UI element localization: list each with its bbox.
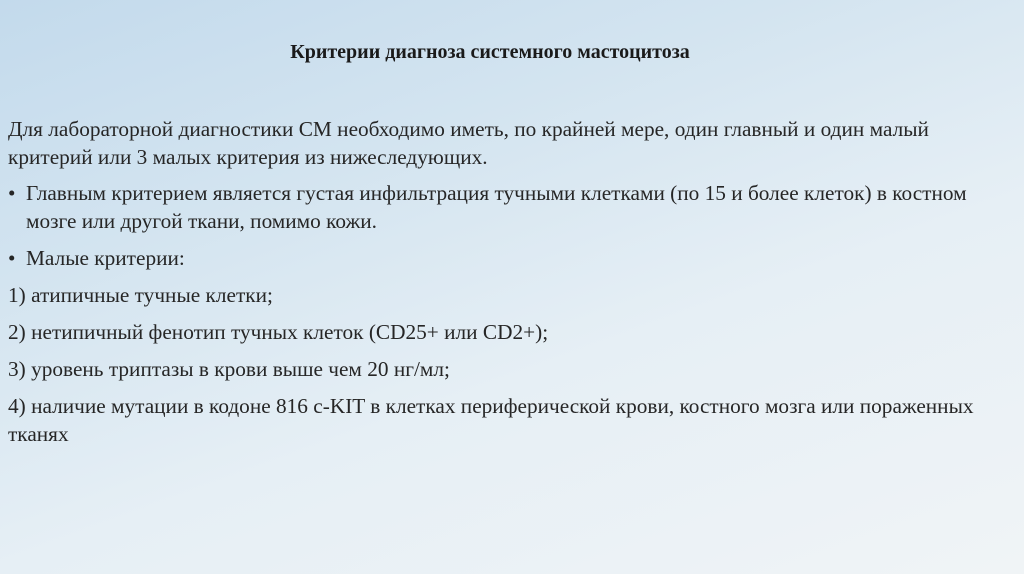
slide-content xyxy=(8,115,1003,457)
minor-criterion-1: 1) атипичные тучные клетки; xyxy=(8,283,273,307)
minor-criterion-4: 4) наличие мутации в кодоне 816 с-KIT в клетках периферической крови, костного мозга или пораженных тканях xyxy=(8,394,974,446)
intro-paragraph: Для лабораторной диагностики СМ необходимо иметь, по крайней мере, один главный и один малый критерий или 3 малых критерия из нижеследующих. xyxy=(8,117,929,169)
bullet-text: Малые критерии: xyxy=(26,246,185,270)
minor-criterion-2: 2) нетипичный фенотип тучных клеток (CD25+ или CD2+); xyxy=(8,320,549,344)
bullet-text: Главным критерием является густая инфильтрация тучными клетками (по 15 и более клеток) в костном мозге или другой ткани, помимо кожи. xyxy=(26,181,967,233)
bullet-minor-criteria xyxy=(8,244,1003,272)
minor-criterion-3: 3) уровень триптазы в крови выше чем 20 нг/мл; xyxy=(8,357,450,381)
slide-title: Критерии диагноза системного мастоцитоза xyxy=(290,41,690,63)
bullet-major-criterion xyxy=(8,179,1003,235)
bullet-marker: • xyxy=(8,181,16,205)
bullet-marker: • xyxy=(8,246,16,270)
